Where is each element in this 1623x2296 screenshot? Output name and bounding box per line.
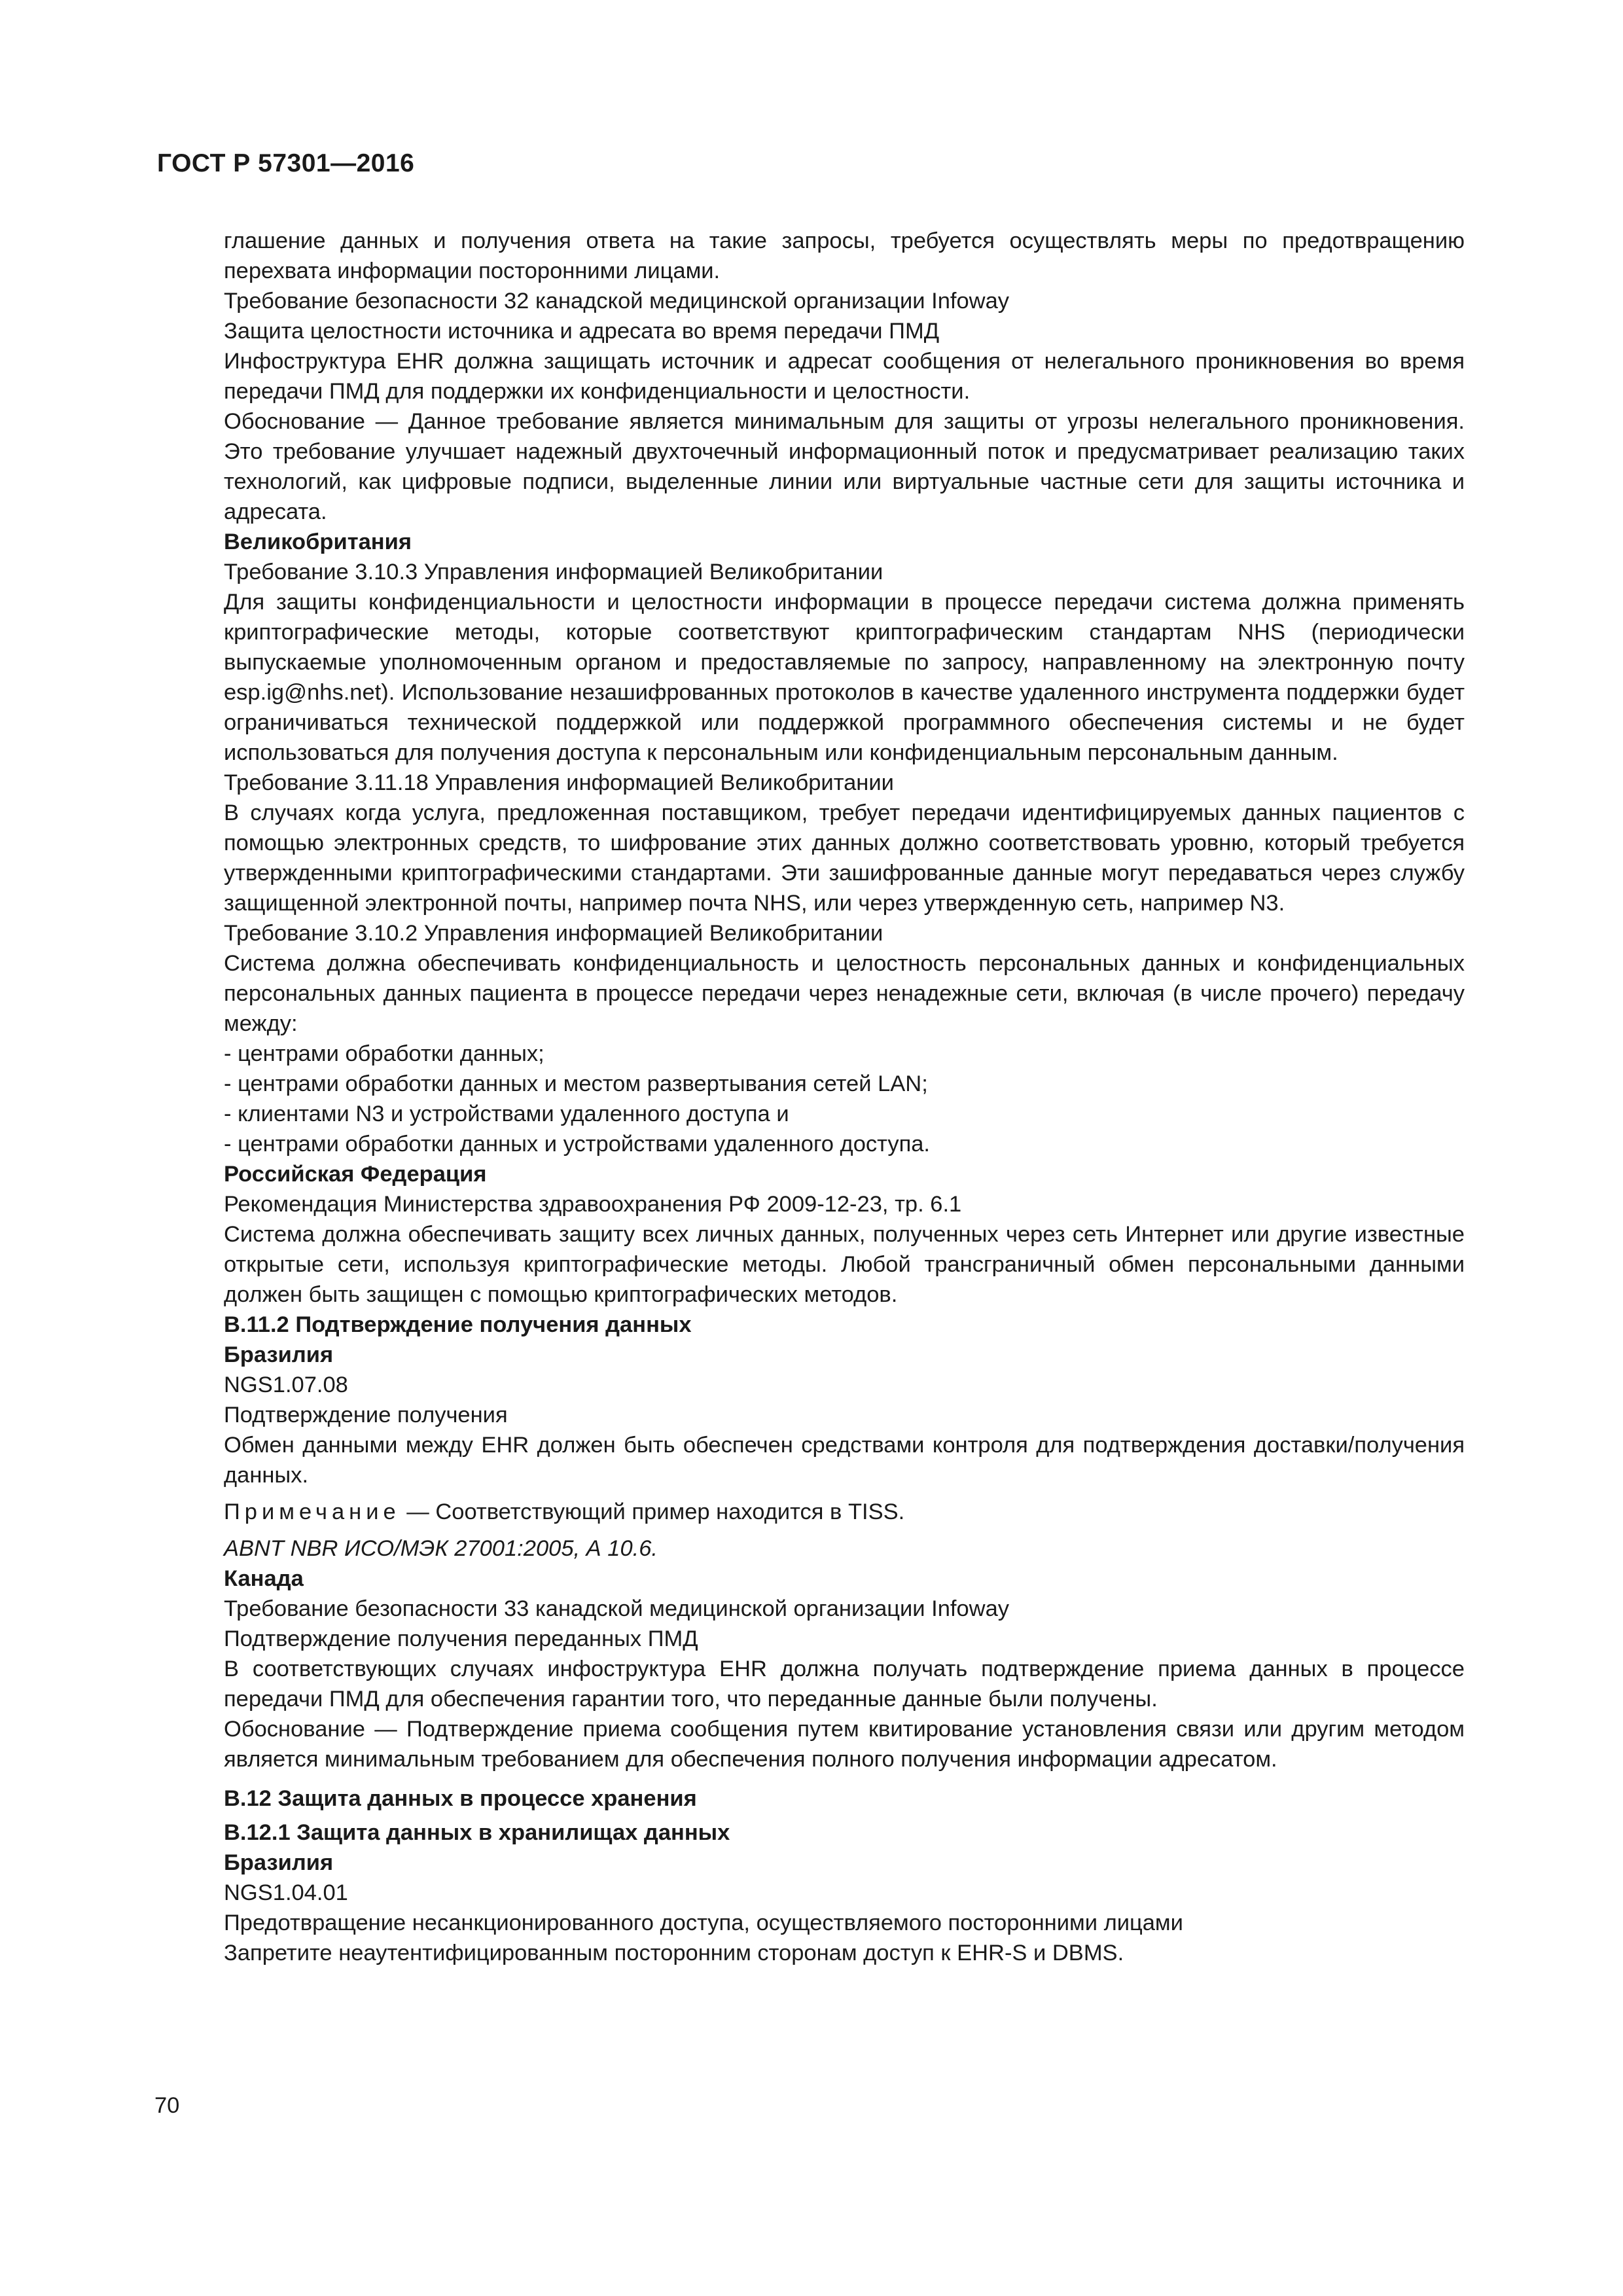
note-text: — Соответствующий пример находится в TISS.: [400, 1499, 905, 1524]
paragraph: Требование 3.11.18 Управления информацией Великобритании: [224, 770, 894, 795]
section-heading: В.11.2 Подтверждение получения данных: [224, 1312, 692, 1337]
paragraph: Требование 3.10.3 Управления информацией Великобритании: [224, 560, 883, 584]
paragraph: Система должна обеспечивать конфиденциальность и целостность персональных данных и конфиденциальных персональных данных пациента в процессе передачи через ненадежные сети, включая (в числе прочего) передачу между:: [224, 951, 1465, 1036]
paragraph: Запретите неаутентифицированным посторонним сторонам доступ к EHR-S и DBMS.: [224, 1941, 1124, 1965]
paragraph: В соответствующих случаях инфоструктура EHR должна получать подтверждение приема данных в процессе передачи ПМД для обеспечения гарантии того, что переданные данные были получены.: [224, 1657, 1465, 1712]
paragraph: NGS1.04.01: [224, 1880, 348, 1905]
country-heading: Российская Федерация: [224, 1162, 487, 1187]
document-header: ГОСТ Р 57301—2016: [157, 149, 415, 177]
paragraph: Предотвращение несанкционированного доступа, осуществляемого посторонними лицами: [224, 1910, 1183, 1935]
reference: ABNT NBR ИСО/МЭК 27001:2005, А 10.6.: [224, 1536, 658, 1561]
paragraph: Требование безопасности 33 канадской медицинской организации Infoway: [224, 1596, 1010, 1621]
paragraph: Обоснование — Данное требование является минимальным для защиты от угрозы нелегального проникновения. Это требование улучшает надежный двухточечный информационный поток и предусматривает реализацию таких технологий, как цифровые подписи, выделенные линии или виртуальные частные сети для защиты источника и адресата.: [224, 409, 1465, 524]
paragraph: Для защиты конфиденциальности и целостности информации в процессе передачи система должна применять криптографические методы, которые соответствуют криптографическим стандартам NHS (периодически выпускаемые уполномоченным органом и предоставляемые по запросу, направленному на электронную почту esp.ig@nhs.net). Использование незашифрованных протоколов в качестве удаленного инструмента поддержки будет ограничиваться технической поддержкой или поддержкой программного обеспечения системы и не будет использоваться для получения доступа к персональным или конфиденциальным персональным данным.: [224, 590, 1465, 765]
note-label: Примечание: [224, 1499, 401, 1524]
paragraph: Подтверждение получения переданных ПМД: [224, 1626, 698, 1651]
list-item: - клиентами N3 и устройствами удаленного доступа и: [224, 1102, 789, 1126]
country-heading: Канада: [224, 1566, 304, 1591]
country-heading: Великобритания: [224, 529, 412, 554]
section-heading: В.12 Защита данных в процессе хранения: [224, 1786, 697, 1811]
country-heading: Бразилия: [224, 1342, 334, 1367]
paragraph: Защита целостности источника и адресата во время передачи ПМД: [224, 319, 940, 344]
paragraph: Инфоструктура EHR должна защищать источник и адресат сообщения от нелегального проникновения во время передачи ПМД для поддержки их конфиденциальности и целостности.: [224, 349, 1465, 404]
paragraph: Обмен данными между EHR должен быть обеспечен средствами контроля для подтверждения доставки/получения данных.: [224, 1433, 1465, 1488]
list-item: - центрами обработки данных и устройствами удаленного доступа.: [224, 1132, 931, 1157]
page-number: 70: [154, 2093, 180, 2118]
note: [224, 1497, 1465, 1527]
paragraph: Рекомендация Министерства здравоохранения РФ 2009-12-23, тр. 6.1: [224, 1192, 962, 1217]
document-body: [224, 226, 1465, 1968]
paragraph: Обоснование — Подтверждение приема сообщения путем квитирование установления связи или другим методом является минимальным требованием для обеспечения полного получения информации адресатом.: [224, 1717, 1465, 1772]
list-item: - центрами обработки данных;: [224, 1041, 544, 1066]
list-item: - центрами обработки данных и местом развертывания сетей LAN;: [224, 1071, 928, 1096]
country-heading: Бразилия: [224, 1850, 334, 1875]
paragraph: В случаях когда услуга, предложенная поставщиком, требует передачи идентифицируемых данных пациентов с помощью электронных средств, то шифрование этих данных должно соответствовать уровню, который требуется утвержденными криптографическими стандартами. Эти зашифрованные данные могут передаваться через службу защищенной электронной почты, например почта NHS, или через утвержденную сеть, например N3.: [224, 800, 1465, 916]
paragraph: Требование безопасности 32 канадской медицинской организации Infoway: [224, 289, 1010, 314]
paragraph: NGS1.07.08: [224, 1372, 348, 1397]
section-heading: В.12.1 Защита данных в хранилищах данных: [224, 1820, 730, 1845]
paragraph: Система должна обеспечивать защиту всех личных данных, полученных через сеть Интернет или другие известные открытые сети, используя криптографические методы. Любой трансграничный обмен персональными данными должен быть защищен с помощью криптографических методов.: [224, 1222, 1465, 1307]
paragraph: глашение данных и получения ответа на такие запросы, требуется осуществлять меры по предотвращению перехвата информации посторонними лицами.: [224, 228, 1465, 283]
paragraph: Подтверждение получения: [224, 1403, 508, 1427]
paragraph: Требование 3.10.2 Управления информацией Великобритании: [224, 921, 883, 946]
